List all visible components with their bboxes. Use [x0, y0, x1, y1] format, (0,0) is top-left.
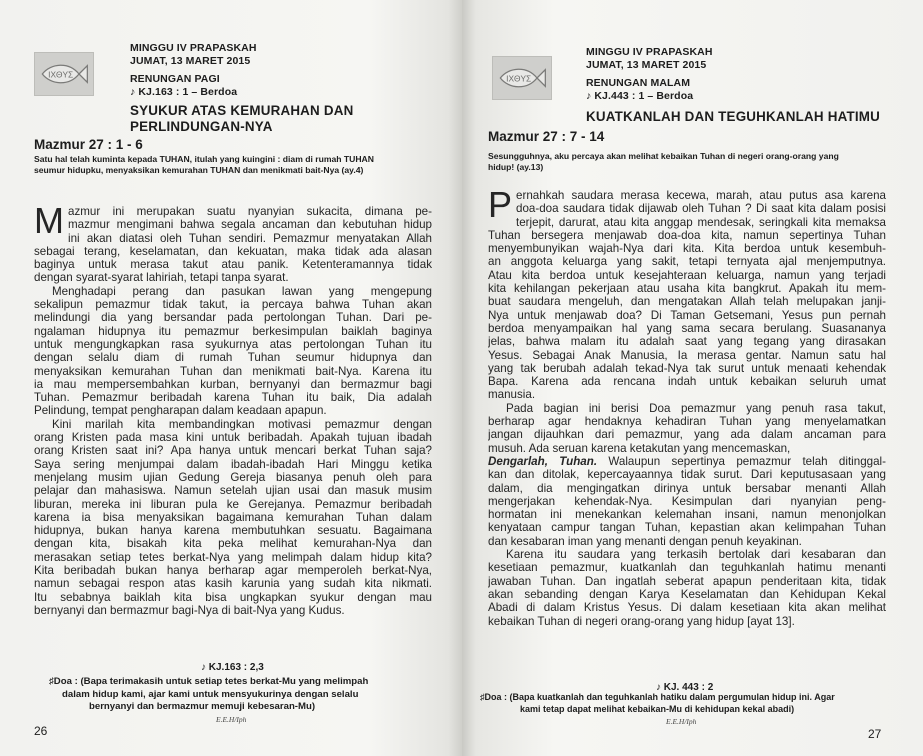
left-header: [130, 42, 257, 98]
body-line: Pada bagian ini berisi Doa pemazmur yang penuh rasa takut,: [506, 401, 886, 415]
body-line: menyembunyikan wajah-Nya dari kita. Kita berdoa untuk kesembuh-: [488, 242, 886, 256]
author-signature: E.E.H/Iph: [216, 715, 247, 724]
body-line: dalam, dia mengingatkan dirinya untuk bersabar menanti Allah: [488, 481, 886, 495]
title-line: PERLINDUNGAN-NYA: [130, 119, 273, 134]
body-line: azmur ini merupakan suatu nyanyian sukacita, dimana pe-: [68, 205, 432, 218]
closing-hymn: ♪ KJ.163 : 2,3: [201, 662, 264, 673]
verse-line: Sesungguhnya, aku percaya akan melihat kebaikan Tuhan di negeri orang-orang yang: [488, 151, 839, 161]
hymn-label: ♪ KJ.163 : 1 – Berdoa: [130, 85, 238, 98]
body-line: Nya untuk menjawab doa? Di Taman Getsemani, Yesus pun pernah: [488, 308, 886, 322]
prayer: [480, 692, 835, 715]
body-line: liburan, mereka ini liburan pula ke Gerejanya. Pemazmur beribadah: [34, 497, 432, 511]
hymn-label: ♪ KJ.443 : 1 – Berdoa: [586, 89, 694, 102]
body-line: melindungi dia yang bersandar pada pertolongan Tuhan. Dari pe-: [34, 311, 432, 325]
body-line: Menghadapi perang dan pasukan lawan yang mengepung: [52, 284, 432, 298]
body-line: sebagai terang, keselamatan, dan kekuatan, maka tidak ada alasan: [34, 244, 432, 258]
fish-logo: [492, 56, 552, 100]
body-line: bernyanyi dan bermazmur bagi-Nya di bait-Nya yang Kudus.: [34, 603, 345, 617]
body-line: namun sebagai respon atas kasih karunia yang sudah kita nikmati.: [34, 577, 432, 591]
body-line: mengerjakan kehendak-Nya. Kesimpulan dari nyanyian peng-: [488, 494, 886, 508]
body-paragraph: [34, 285, 432, 418]
body-line: jelas, bahwa malam itu adalah saat yang tegang yang dirasakan: [488, 335, 886, 349]
verse-line: seumur hidupku, menyaksikan kemurahan TUHAN dan menikmati bait-Nya (ay.4): [34, 165, 364, 175]
right-page: [462, 0, 923, 756]
body-line: terjepit, darurat, atau kita anggap mendesak, seringkali kita memaksa: [516, 215, 886, 229]
body-line: merasakan setiap tetes berkat-Nya yang melimpah dalam hidup kita?: [34, 550, 432, 564]
body-line: Karena itu saudara yang terkasih bertolak dari kesabaran dan: [506, 548, 886, 562]
drop-cap: M: [34, 200, 64, 241]
drop-cap: P: [488, 184, 513, 225]
body-line: akan sebanding dengan Karya Keselamatan dan Kehidupan Kekal: [488, 587, 886, 601]
body-line: orang Kristen saat ini? Apa hanya untuk mencari berkat Tuhan saja?: [34, 444, 432, 458]
body-paragraph: [488, 402, 886, 455]
body-line: menyaksikan kemurahan Tuhan dan menikmati bait-Nya. Karena itu: [34, 364, 432, 378]
body-paragraph: [488, 455, 886, 548]
page-number: 27: [868, 727, 882, 741]
body-line: berdoa menyampaikan hal yang sama secara berulang. Suasananya: [488, 321, 886, 335]
body-line: kenyataan campur tangan Tuhan, kepastian akan kelimpahan Tuhan: [488, 521, 886, 535]
body-line: ngalaman hidupnya itu pemazmur berkesimpulan baiklah baginya: [34, 324, 432, 338]
devotion-title: [586, 109, 880, 125]
closing-hymn: ♪ KJ. 443 : 2: [656, 682, 714, 693]
body-line: Abadi di dalam Kristus Yesus. Di dalam kesetiaan kita akan melihat: [488, 601, 886, 615]
prayer-line: ♯Doa : (Bapa terimakasih untuk setiap tetes berkat-Mu yang melimpah: [49, 676, 369, 687]
body-line: Saya sering menjumpai dalam ibadah-ibadah Hari Minggu ketika: [34, 457, 432, 471]
body-paragraph: [488, 548, 886, 628]
body-line: dengan selalu diam di rumah Tuhan seumur hidupnya dan: [34, 351, 432, 365]
body-line-text: Walaupun sepertinya pemazmur telah ditinggal-: [608, 454, 886, 468]
title-line: SYUKUR ATAS KEMURAHAN DAN: [130, 103, 354, 118]
body-line: berharap agar hendaknya kehadiran Tuhan yang menyelamatkan: [488, 415, 886, 429]
body-line: Kita beribadah bukan hanya berharap agar memperoleh berkat-Nya,: [34, 564, 432, 578]
body-line: Yesus. Sebagai Anak Manusia, Ia merasa gentar. Namun satu hal: [488, 348, 886, 362]
devotion-body: [488, 184, 886, 628]
week-label: MINGGU IV PRAPASKAH: [586, 46, 713, 58]
prayer-line: kami tetap dapat melihat kebaikan-Mu di kehidupan kekal abadi): [520, 703, 795, 714]
psalm-reference: Mazmur 27 : 7 - 14: [488, 129, 605, 144]
psalm-reference: Mazmur 27 : 1 - 6: [34, 137, 143, 152]
body-line: yang tak berubah adalah tekad-Nya tak surut untuk menaati kehendak: [488, 361, 886, 375]
body-line: orang Kristen pada masa kini untuk beribadah. Apakah tujuan ibadah: [34, 431, 432, 445]
emphasis-text: Dengarlah, Tuhan.: [488, 454, 598, 468]
logo-text: IXΘYΣ: [506, 73, 532, 84]
body-line: Itu sebabnya baiklah kita bisa ungkapkan syukur dengan mau: [34, 590, 432, 604]
author-signature: E.E.H/Iph: [666, 717, 697, 726]
body-paragraph: [34, 418, 432, 617]
prayer: [49, 676, 368, 714]
body-line: [488, 455, 886, 468]
section-label: RENUNGAN MALAM: [586, 77, 691, 89]
body-paragraph: [34, 200, 432, 285]
devotion-title: [130, 103, 353, 135]
body-line: sekalipun pemazmur tidak takut, ia percaya bahwa Tuhan akan: [34, 298, 432, 312]
body-line: mazmur mengimani bahwa segala ancaman dan kebutuhan hidup: [68, 218, 432, 232]
body-line: menjelang musim ujian Gedung Gereja biasanya penuh oleh para: [34, 470, 432, 484]
body-line: hidupnya, bukan hanya karena membutuhkan sesuatu. Bagaimana: [34, 524, 432, 538]
prayer-line: bernyanyi dan bermazmur memuji kebesaran-Mu): [89, 701, 316, 713]
week-label: MINGGU IV PRAPASKAH: [130, 42, 257, 54]
body-line: ernahkah saudara merasa kecewa, marah, atau putus asa karena: [516, 189, 886, 202]
body-line: jawaban Tuhan. Dan ingatlah seberat apapun penderitaan kita, tidak: [488, 574, 886, 588]
prayer-line: dalam hidup kami, ajar kami untuk mensyukurinya dengan selalu: [62, 688, 359, 700]
section-label: RENUNGAN PAGI: [130, 73, 220, 85]
body-line: ini akan diatasi oleh Tuhan sendiri. Pemazmur menyatakan Allah: [68, 231, 432, 245]
right-header: [586, 46, 713, 102]
fish-logo: [34, 52, 94, 96]
prayer-line: ♯Doa : (Bapa kuatkanlah dan teguhkanlah hatiku dalam pergumulan hidup ini. Agar: [480, 692, 835, 702]
body-line: kesetiaan pemazmur, kuatkanlah dan teguhkanlah hatimu menanti: [488, 561, 886, 575]
body-line: musuh. Ada seruan karena ketakutan yang mencemaskan,: [488, 441, 791, 455]
body-line: hormatan ini menekankan kelemahan insani, namun menonjolkan: [488, 508, 886, 522]
body-line: ia mau mempersembahkan kurban, bernyanyi dan bermazmur bagi: [34, 377, 432, 391]
body-line: Tuhan. Pemazmur beribadah karena Tuhan itu baik, Dia adalah: [34, 391, 432, 405]
body-line: untuk mengungkapkan rasa syukurnya atas pertolongan Tuhan itu: [34, 337, 432, 351]
date-label: JUMAT, 13 MARET 2015: [130, 54, 251, 67]
ichthys-fish-icon: [497, 63, 547, 93]
title-line: KUATKANLAH DAN TEGUHKANLAH HATIMU: [586, 109, 880, 124]
body-line: pelajar dan mahasiswa. Namun setelah ujian usai dan masuk musim: [34, 484, 432, 498]
body-paragraph: [488, 184, 886, 402]
body-line: kan dan ditolak, kepercayaannya tidak surut. Dari keputusasaan yang: [488, 468, 886, 482]
body-line: karena ia bisa menyaksikan bagaimana kemurahan Tuhan dalam: [34, 510, 432, 524]
verse-line: hidup! (ay.13): [488, 162, 544, 172]
body-line: dengan syarat-syarat lahiriah, tetapi tanpa syarat.: [34, 271, 289, 285]
body-line: dan kesabaran iman yang menanti dengan penuh keyakinan.: [488, 534, 802, 548]
key-verse: [34, 154, 374, 176]
body-line: Atau kita berdoa untuk kesejahteraan keluarga, namun yang terjadi: [488, 268, 886, 282]
body-line: Bapa. Karena ada rencana indah untuk kebaikan seluruh umat: [488, 375, 886, 389]
body-line: Kini marilah kita membandingkan motivasi pemazmur dengan: [52, 417, 432, 431]
body-line: baginya untuk merasa takut atau panik. Ketenteramannya tidak: [34, 258, 432, 272]
body-line: Tuhan bersegera menjawab doa-doa kita, namun sepertinya Tuhan: [488, 228, 886, 242]
key-verse: [488, 151, 839, 173]
body-line: jangan dijauhkan dari pemazmur, yang ada dalam ancaman para: [488, 428, 886, 442]
devotion-body: [34, 200, 432, 617]
body-line: kita kehilangan pekerjaan atau usaha kita bangkrut. Apakah itu mem-: [488, 282, 886, 296]
body-line: manusia.: [488, 388, 536, 402]
body-line: an anggota keluarga yang sakit, tetapi ternyata ajal menjemputnya.: [488, 255, 886, 269]
date-label: JUMAT, 13 MARET 2015: [586, 58, 707, 71]
body-line: Pelindung, tempat pengharapan dalam keadaan apapun.: [34, 404, 327, 418]
verse-line: Satu hal telah kuminta kepada TUHAN, itulah yang kuingini : diam di rumah TUHAN: [34, 154, 374, 164]
body-line: kebaikan Tuhan di negeri orang-orang yang hidup [ayat 13].: [488, 614, 795, 628]
body-line: dengan kita, bisakah kita peka melihat kemurahan-Nya dan: [34, 537, 432, 551]
page-number: 26: [34, 724, 48, 738]
body-line: buat saudara mengeluh, dan mengatakan Allah telah melupakan janji-: [488, 295, 886, 309]
body-line: doa-doa saudara tidak dijawab oleh Tuhan ? Di saat kita dalam posisi: [516, 202, 886, 216]
ichthys-fish-icon: [39, 59, 89, 89]
logo-text: IXΘYΣ: [48, 69, 74, 80]
